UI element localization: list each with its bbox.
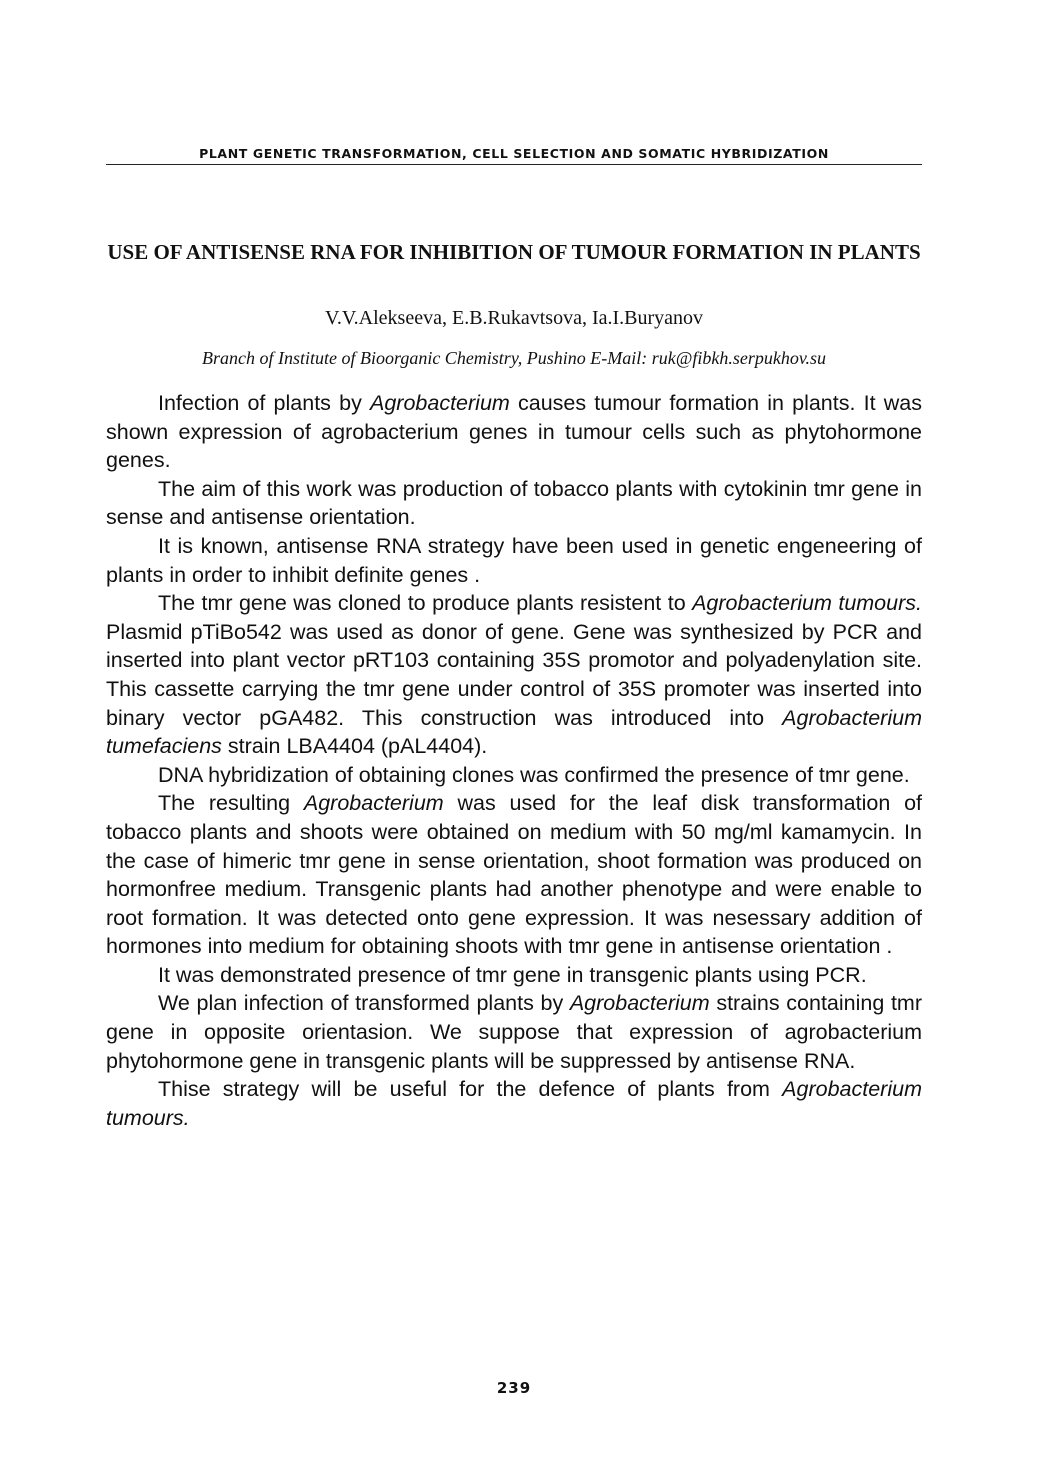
text-run: Thise strategy will be useful for the defence of plants from xyxy=(158,1077,783,1102)
paper-title: USE OF ANTISENSE RNA FOR INHIBITION OF TUMOUR FORMATION IN PLANTS xyxy=(107,240,921,264)
italic-term: Agrobacterium xyxy=(569,991,710,1016)
page-number: 239 xyxy=(496,1379,532,1397)
text-run: It is known, antisense RNA strategy have been used in genetic engeneering of plants in order to inhibit definite genes . xyxy=(106,533,922,587)
paragraph-1 xyxy=(106,389,922,475)
text-run: We plan infection of transformed plants by xyxy=(158,991,570,1016)
text-run: Infection of plants by xyxy=(158,391,370,415)
article-body xyxy=(106,389,922,1132)
italic-term: Agrobacterium xyxy=(303,791,444,816)
text-run: It was demonstrated presence of tmr gene in transgenic plants using PCR. xyxy=(158,962,867,987)
text-run: The tmr gene was cloned to produce plants resistent to xyxy=(158,591,693,616)
affiliation: Branch of Institute of Bioorganic Chemistry, Pushino E-Mail: ruk@fibkh.serpukhov.su xyxy=(202,348,826,368)
running-head: PLANT GENETIC TRANSFORMATION, CELL SELECTION AND SOMATIC HYBRIDIZATION xyxy=(106,146,922,165)
paragraph-3 xyxy=(106,532,922,589)
paragraph-5 xyxy=(106,761,922,790)
text-run: Plasmid pTiBo542 was used as donor of gene. Gene was synthesized by PCR and inserted into plant vector pRT103 containing 35S promotor and polyadenylation site. This cassette carrying the tmr gene under control of 35S promoter was inserted into binary vector pGA482. This construction was introduced into xyxy=(106,619,922,730)
text-run: causes tumour formation in plants. It was shown expression of agrobacterium genes in tumour cells such as phytohormone genes. xyxy=(106,391,922,473)
text-run: DNA hybridization of obtaining clones was confirmed the presence of tmr gene. xyxy=(158,762,910,787)
text-run: The aim of this work was production of tobacco plants with cytokinin tmr gene in sense and antisense orientation. xyxy=(106,476,922,530)
paragraph-4 xyxy=(106,589,922,761)
italic-term: Agrobacterium tumours. xyxy=(106,1077,922,1130)
text-run: strain LBA4404 (pAL4404). xyxy=(221,734,488,759)
italic-term: Agrobacterium tumefaciens xyxy=(106,705,922,759)
paragraph-6 xyxy=(106,789,922,961)
paragraph-7 xyxy=(106,961,922,990)
italic-term: Agrobacterium tumours. xyxy=(692,591,922,616)
text-run: strains containing tmr gene in opposite orientasion. We suppose that expression of agrobacterium phytohormone gene in transgenic plants will be suppressed by antisense RNA. xyxy=(106,991,922,1073)
text-run: was used for the leaf disk transformation of tobacco plants and shoots were obtained on medium with 50 mg/ml kamamycin. In the case of himeric tmr gene in sense orientation, shoot formation was produced on hormonfree medium. Transgenic plants had another phenotype and were enable to root formation. It was detected onto gene expression. It was nesessary addition of hormones into medium for obtaining shoots with tmr gene in antisense orientation . xyxy=(106,791,922,959)
paragraph-8 xyxy=(106,989,922,1075)
italic-term: Agrobacterium xyxy=(370,391,510,415)
author-list: V.V.Alekseeva, E.B.Rukavtsova, Ia.I.Buryanov xyxy=(324,307,704,329)
text-run: The resulting xyxy=(158,791,304,816)
paragraph-2 xyxy=(106,475,922,532)
paragraph-9 xyxy=(106,1075,922,1132)
